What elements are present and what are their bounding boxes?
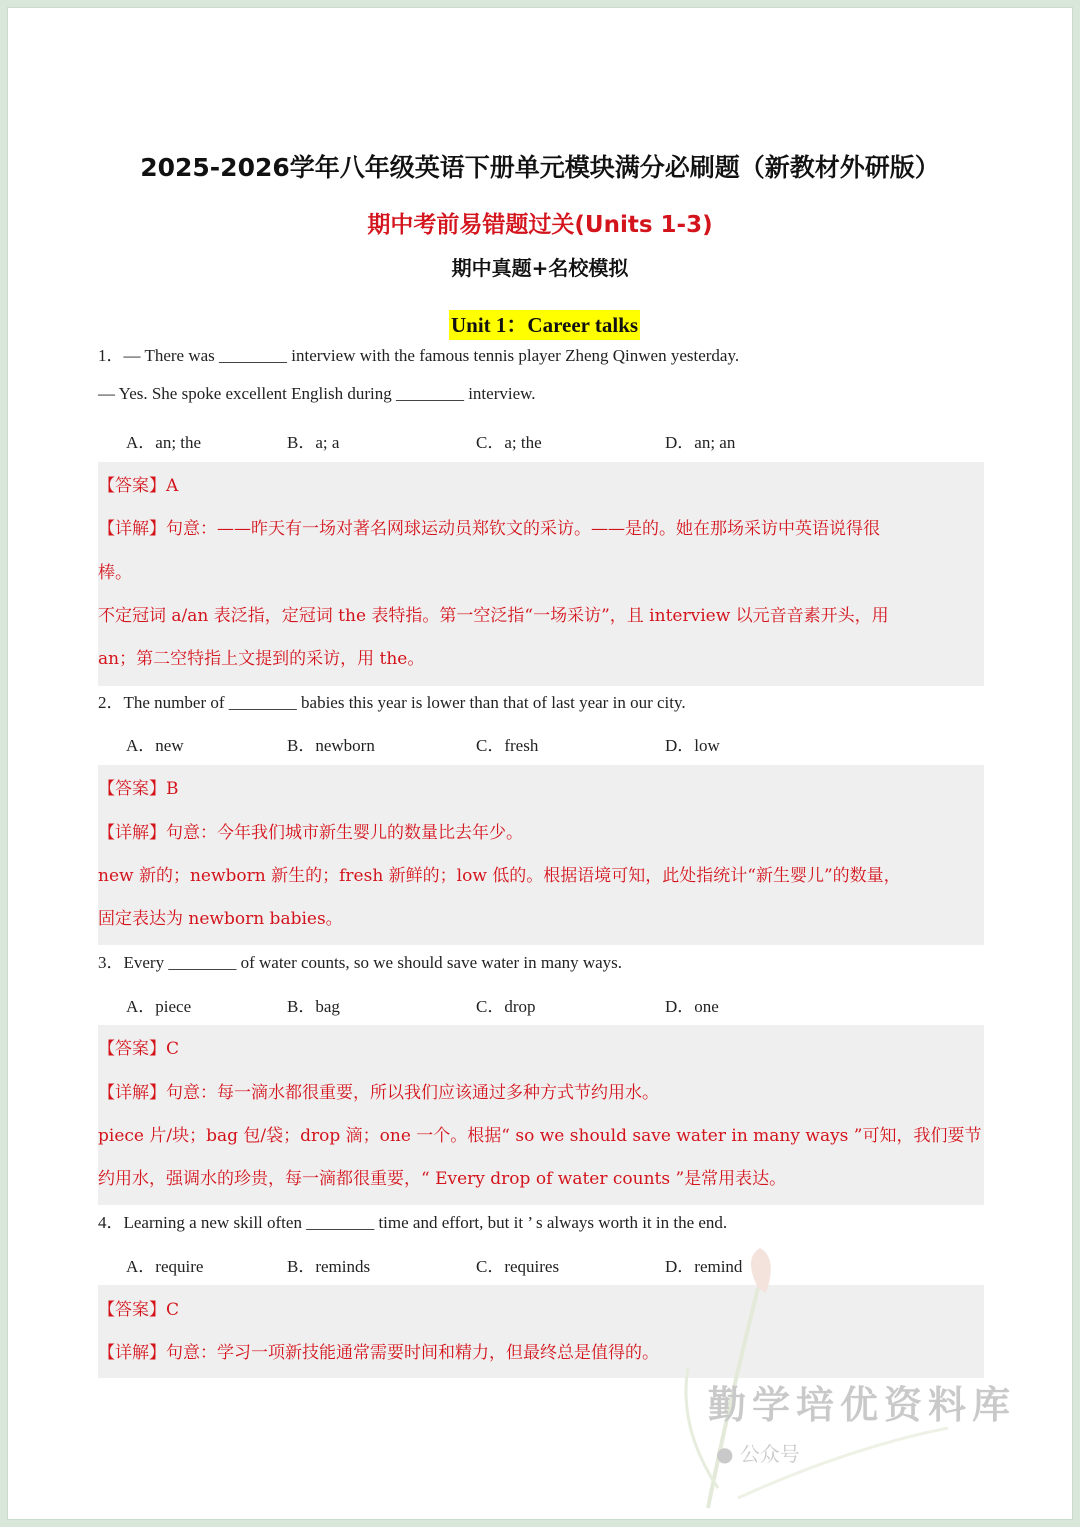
question-3-line-1: 3．Every ________ of water counts, so we should save water in many ways. (98, 953, 623, 972)
option-c: C．fresh (476, 736, 539, 755)
question-1-line-1: 1．— There was ________ interview with the famous tennis player Zheng Qinwen yesterday. (98, 346, 740, 365)
option-b: B．newborn (287, 736, 375, 755)
option-d: D．remind (665, 1257, 743, 1276)
question-4-line-1: 4．Learning a new skill often ________ time and effort, but it ’ s always worth it in the end. (98, 1213, 728, 1232)
option-d: D．an; an (665, 433, 736, 452)
question-2-answer: 【答案】B (98, 779, 179, 799)
option-c: C．drop (476, 997, 536, 1016)
option-b: B．bag (287, 997, 340, 1016)
question-1-answer: 【答案】A (98, 476, 179, 496)
option-a: A．new (126, 736, 184, 755)
question-2-detail-3: 固定表达为 newborn babies。 (98, 909, 343, 929)
question-1-detail-1: 【详解】句意：——昨天有一场对著名网球运动员郑钦文的采访。——是的。她在那场采访中英语说得很 (98, 519, 880, 539)
question-1-line-2: — Yes. She spoke excellent English during ________ interview. (98, 384, 536, 403)
question-2-detail-2: new 新的；newborn 新生的；fresh 新鲜的；low 低的。根据语境可知，此处指统计“新生婴儿”的数量， (98, 866, 901, 886)
option-b: B．reminds (287, 1257, 371, 1276)
wechat-icon: ● (716, 1442, 734, 1466)
question-3-detail-3: 约用水，强调水的珍贵，每一滴都很重要，“ Every drop of water counts ”是常用表达。 (98, 1169, 787, 1189)
document-page (8, 8, 1072, 1519)
option-a: A．require (126, 1257, 204, 1276)
question-1-detail-2: 棒。 (98, 563, 132, 583)
option-a: A．piece (126, 997, 192, 1016)
question-2-line-1: 2．The number of ________ babies this year is lower than that of last year in our city. (98, 693, 686, 712)
question-4-detail-1: 【详解】句意：学习一项新技能通常需要时间和精力，但最终总是值得的。 (98, 1343, 659, 1363)
page-title: 2025-2026学年八年级英语下册单元模块满分必刷题（新教材外研版） (140, 153, 940, 182)
question-3-detail-1: 【详解】句意：每一滴水都很重要，所以我们应该通过多种方式节约用水。 (98, 1083, 659, 1103)
question-3-answer: 【答案】C (98, 1039, 180, 1059)
page-subtitle-secondary: 期中真题+名校模拟 (451, 256, 629, 280)
question-3-detail-2: piece 片/块；bag 包/袋；drop 滴；one 一个。根据“ so we should save water in many ways ”可知，我们要节 (98, 1126, 982, 1146)
option-c: C．requires (476, 1257, 560, 1276)
watermark-name: 勤学培优资料库 (708, 1383, 1017, 1427)
question-2-detail-1: 【详解】句意：今年我们城市新生婴儿的数量比去年少。 (98, 823, 523, 843)
question-4-answer: 【答案】C (98, 1300, 180, 1320)
page-subtitle: 期中考前易错题过关(Units 1-3) (367, 212, 713, 238)
unit-heading: Unit 1：Career talks (449, 310, 640, 340)
watermark-source: ● 公众号 (716, 1442, 800, 1466)
option-c: C．a; the (476, 433, 542, 452)
question-1-detail-4: an；第二空特指上文提到的采访，用 the。 (98, 649, 425, 669)
option-d: D．low (665, 736, 720, 755)
option-d: D．one (665, 997, 719, 1016)
option-b: B．a; a (287, 433, 340, 452)
option-a: A．an; the (126, 433, 202, 452)
question-1-detail-3: 不定冠词 a/an 表泛指，定冠词 the 表特指。第一空泛指“一场采访”，且 interview 以元音音素开头，用 (98, 606, 889, 626)
